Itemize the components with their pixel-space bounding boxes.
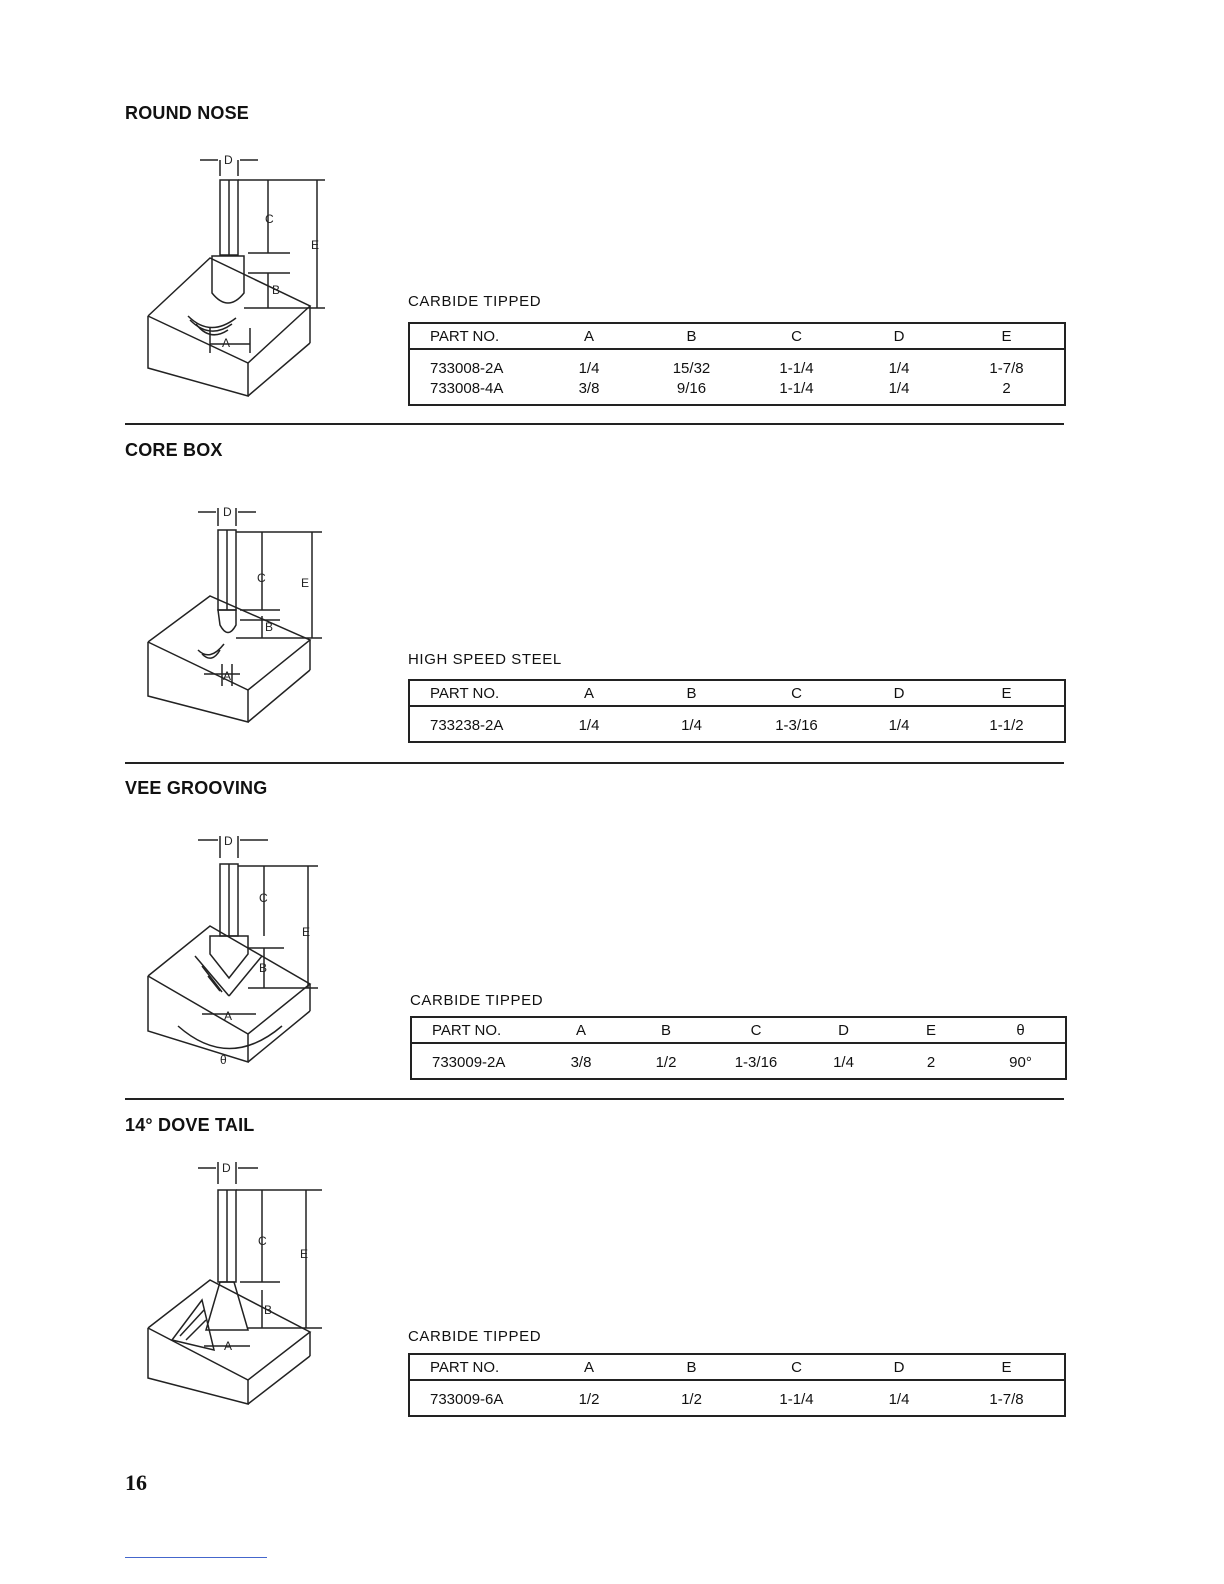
section-divider bbox=[125, 1098, 1064, 1100]
a-label: A bbox=[222, 336, 231, 350]
theta-label: θ bbox=[220, 1053, 227, 1067]
header-a: A bbox=[539, 323, 639, 349]
material-label: CARBIDE TIPPED bbox=[408, 1328, 542, 1345]
cell-part-no: 733008-2A bbox=[430, 359, 504, 377]
section-title-vee-grooving: VEE GROOVING bbox=[125, 778, 268, 798]
material-label: CARBIDE TIPPED bbox=[408, 293, 542, 310]
cell-part-no: 733008-4A bbox=[430, 379, 504, 397]
cell-d: 1/4 bbox=[888, 359, 910, 377]
table-header-row bbox=[411, 1017, 1066, 1043]
e-label: E bbox=[300, 1247, 309, 1261]
header-c: C bbox=[744, 1354, 849, 1380]
e-label: E bbox=[311, 238, 320, 252]
cell-c: 1-3/16 bbox=[775, 716, 818, 734]
material-label: HIGH SPEED STEEL bbox=[408, 651, 562, 668]
header-c: C bbox=[744, 323, 849, 349]
table-header-row bbox=[409, 1354, 1065, 1380]
footer-line bbox=[125, 1557, 267, 1558]
table-row bbox=[409, 1380, 1065, 1416]
header-part-no: PART NO. bbox=[411, 1017, 541, 1043]
section-title-core-box: CORE BOX bbox=[125, 440, 223, 460]
cell-part-no: 733009-2A bbox=[432, 1053, 506, 1071]
vee-grooving-bit-diagram bbox=[140, 826, 340, 1086]
b-label: B bbox=[265, 620, 274, 634]
table-row bbox=[409, 349, 1065, 378]
d-label: D bbox=[223, 505, 232, 519]
header-d: D bbox=[801, 1017, 886, 1043]
header-theta: θ bbox=[976, 1017, 1066, 1043]
section-divider bbox=[125, 423, 1064, 425]
header-e: E bbox=[949, 1354, 1065, 1380]
spec-table-round-nose bbox=[408, 322, 1066, 406]
cell-c: 1-1/4 bbox=[779, 379, 814, 397]
header-e: E bbox=[886, 1017, 976, 1043]
header-a: A bbox=[541, 1017, 621, 1043]
cell-e: 1-7/8 bbox=[989, 1390, 1024, 1408]
cell-e: 1-1/2 bbox=[989, 716, 1024, 734]
header-d: D bbox=[849, 680, 949, 706]
e-label: E bbox=[301, 576, 310, 590]
header-b: B bbox=[639, 323, 744, 349]
header-part-no: PART NO. bbox=[409, 323, 539, 349]
cell-a: 3/8 bbox=[578, 379, 600, 397]
table-row bbox=[409, 706, 1065, 742]
table-header-row bbox=[409, 323, 1065, 349]
cell-d: 1/4 bbox=[888, 379, 910, 397]
cell-c: 1-1/4 bbox=[779, 359, 814, 377]
header-d: D bbox=[849, 1354, 949, 1380]
cell-a: 1/4 bbox=[578, 359, 600, 377]
a-label: A bbox=[224, 1009, 233, 1023]
header-b: B bbox=[639, 1354, 744, 1380]
header-e: E bbox=[949, 680, 1065, 706]
table-row bbox=[411, 1043, 1066, 1079]
spec-table-core-box bbox=[408, 679, 1066, 743]
header-b: B bbox=[639, 680, 744, 706]
cell-e: 1-7/8 bbox=[989, 359, 1024, 377]
d-label: D bbox=[224, 153, 233, 167]
header-part-no: PART NO. bbox=[409, 680, 539, 706]
section-title-dove-tail: 14° DOVE TAIL bbox=[125, 1115, 255, 1135]
cell-theta: 90° bbox=[1009, 1053, 1032, 1071]
cell-b: 1/2 bbox=[681, 1390, 702, 1408]
spec-table-vee-grooving bbox=[410, 1016, 1067, 1080]
table-header-row bbox=[409, 680, 1065, 706]
cell-part-no: 733238-2A bbox=[430, 716, 504, 734]
cell-b: 1/2 bbox=[655, 1053, 677, 1071]
cell-d: 1/4 bbox=[888, 716, 910, 734]
cell-c: 1-3/16 bbox=[734, 1053, 778, 1071]
cell-d: 1/4 bbox=[833, 1053, 854, 1071]
header-b: B bbox=[621, 1017, 711, 1043]
cell-a: 3/8 bbox=[570, 1053, 592, 1071]
cell-c: 1-1/4 bbox=[779, 1390, 814, 1408]
c-label: C bbox=[265, 212, 274, 226]
core-box-bit-diagram bbox=[140, 500, 340, 760]
cell-b: 9/16 bbox=[676, 379, 707, 397]
cell-b: 1/4 bbox=[681, 716, 702, 734]
section-title-round-nose: ROUND NOSE bbox=[125, 103, 250, 123]
table-row bbox=[409, 378, 1065, 405]
c-label: C bbox=[259, 891, 268, 905]
header-a: A bbox=[539, 680, 639, 706]
cell-a: 1/2 bbox=[578, 1390, 600, 1408]
header-a: A bbox=[539, 1354, 639, 1380]
e-label: E bbox=[302, 925, 311, 939]
cell-e: 2 bbox=[926, 1053, 936, 1071]
spec-table-dove-tail bbox=[408, 1353, 1066, 1417]
a-label: A bbox=[224, 1339, 233, 1353]
header-d: D bbox=[849, 323, 949, 349]
dove-tail-bit-diagram bbox=[140, 1150, 340, 1410]
header-e: E bbox=[949, 323, 1065, 349]
b-label: B bbox=[264, 1303, 273, 1317]
round-nose-bit-diagram bbox=[140, 148, 340, 408]
b-label: B bbox=[259, 961, 268, 975]
b-label: B bbox=[272, 283, 281, 297]
material-label: CARBIDE TIPPED bbox=[410, 992, 544, 1009]
cell-a: 1/4 bbox=[578, 716, 600, 734]
cell-d: 1/4 bbox=[888, 1390, 910, 1408]
page-number: 16 bbox=[125, 1470, 147, 1495]
a-label: A bbox=[223, 669, 232, 683]
cell-e: 2 bbox=[1002, 379, 1011, 397]
header-c: C bbox=[711, 1017, 801, 1043]
cell-part-no: 733009-6A bbox=[430, 1390, 504, 1408]
section-divider bbox=[125, 762, 1064, 764]
cell-b: 15/32 bbox=[672, 359, 711, 377]
c-label: C bbox=[257, 571, 266, 585]
d-label: D bbox=[222, 1161, 231, 1175]
header-part-no: PART NO. bbox=[409, 1354, 539, 1380]
c-label: C bbox=[258, 1234, 267, 1248]
header-c: C bbox=[744, 680, 849, 706]
d-label: D bbox=[224, 834, 233, 848]
